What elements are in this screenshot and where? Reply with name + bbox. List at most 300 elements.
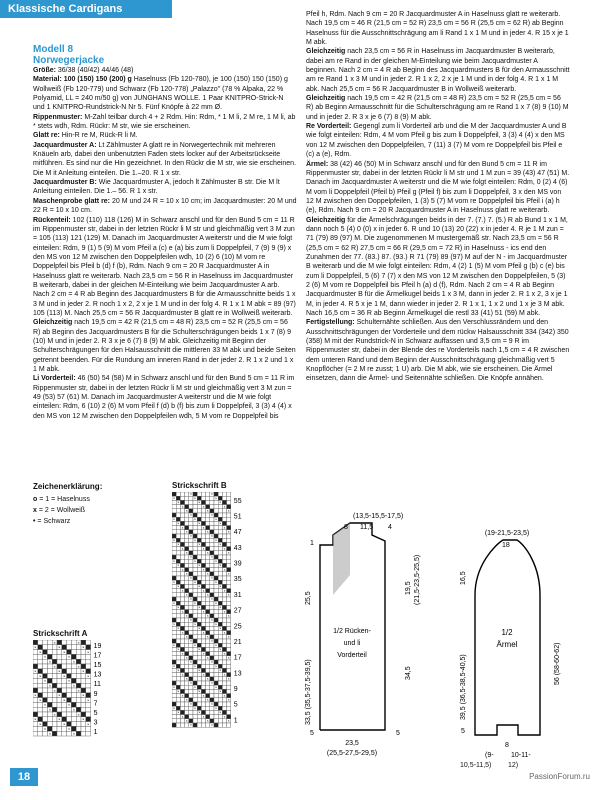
- chart-cell: [193, 689, 197, 693]
- chart-cell: [189, 631, 193, 635]
- chart-cell: [180, 719, 184, 723]
- chart-cell: [218, 652, 222, 656]
- paragraph-text: Schulternähte schließen. Aus den Verschlussrändern und den Ausschnittschrägungen der Vorderteile und dem rückw Halsausschnitt 334 (342) 350 (358) M mit der Rundstrick-N in Schwarz auffassen und 3,5 cm = 9 R im Rippenmuster str, dabei in der Blende des re Vorderteils nach 1,5 cm = 4 R zwischen dem unteren Rand und dem Beginn der Ausschnittschrägung gleichmäßig vert 5 Knopflöcher (= 2 M re zusst; 1 U) arb. Die M abk, wie sie erscheinen. Die Ärmel einsetzen, dann die Ärmel- und Seitennähte schließen. Die Knöpfe annähen.: [306, 319, 570, 383]
- chart-cell-mark: ×: [177, 500, 180, 505]
- chart-cell: [227, 723, 231, 727]
- chart-cell: [193, 668, 197, 672]
- chart-cell: [176, 526, 180, 530]
- chart-cell: [193, 652, 197, 656]
- chart-cell-mark: ×: [198, 626, 201, 631]
- chart-cell-mark: ×: [215, 706, 218, 711]
- chart-cell: [185, 521, 189, 525]
- chart-cell: [172, 500, 176, 504]
- chart-cell: [76, 726, 81, 731]
- chart-cell: [62, 693, 67, 698]
- paragraph-label: Re Vorderteil:: [306, 123, 352, 131]
- chart-cell: [189, 605, 193, 609]
- chart-cell-mark: ×: [223, 504, 226, 509]
- chart-cell: [218, 618, 222, 622]
- chart-cell-mark: ×: [210, 660, 213, 665]
- chart-cell: [227, 710, 231, 714]
- chart-cell: [86, 712, 91, 717]
- chart-cell: [227, 622, 231, 626]
- chart-cell-mark: ×: [173, 580, 176, 585]
- chart-cell: [180, 622, 184, 626]
- chart-cell: [47, 674, 52, 679]
- chart-cell: [214, 698, 218, 702]
- chart-cell: [227, 685, 231, 689]
- chart-cell: [201, 614, 205, 618]
- chart-cell: [176, 631, 180, 635]
- chart-cell: [33, 722, 38, 727]
- chart-cell: [206, 618, 210, 622]
- chart-cell: [214, 584, 218, 588]
- chart-cell-mark: ×: [219, 605, 222, 610]
- chart-cell: [47, 664, 52, 669]
- chart-cell: [185, 706, 189, 710]
- chart-cell: [180, 702, 184, 706]
- chart-row-label: 9: [93, 690, 98, 698]
- chart-cell: [227, 576, 231, 580]
- chart-cell: [52, 702, 57, 707]
- chart-cell: [206, 605, 210, 609]
- chart-cell: [176, 530, 180, 534]
- chart-cell: [172, 698, 176, 702]
- chart-cell: [201, 530, 205, 534]
- paragraph-label: Größe:: [33, 67, 56, 74]
- chart-cell: [214, 689, 218, 693]
- paragraph-text: Hin-R re M, Rück-R li M.: [59, 132, 138, 140]
- chart-cell: [33, 683, 38, 688]
- chart-cell: [62, 717, 67, 722]
- chart-cell: [67, 688, 72, 693]
- chart-cell: [227, 513, 231, 517]
- chart-cell: [197, 530, 201, 534]
- chart-cell-mark: ×: [173, 538, 176, 543]
- chart-cell-mark: ×: [181, 714, 184, 719]
- chart-cell-mark: ×: [202, 630, 205, 635]
- chart-cell: [197, 589, 201, 593]
- chart-cell: [197, 673, 201, 677]
- chart-cell: [197, 652, 201, 656]
- chart-cell-mark: ×: [77, 712, 80, 717]
- chart-cell: [62, 731, 67, 736]
- chart-cell-mark: ×: [43, 727, 47, 732]
- chart-cell: [210, 647, 214, 651]
- chart-cell: [189, 526, 193, 530]
- chart-cell: [172, 563, 176, 567]
- chart-cell: [227, 534, 231, 538]
- chart-cell: [52, 683, 57, 688]
- chart-cell: [176, 635, 180, 639]
- chart-cell: [33, 674, 38, 679]
- chart-cell: [172, 723, 176, 727]
- chart-cell: [218, 589, 222, 593]
- chart-cell: [185, 500, 189, 504]
- chart-cell: [172, 631, 176, 635]
- paragraph-label: Jacquardmuster B:: [33, 179, 97, 187]
- chart-cell: [86, 654, 91, 659]
- sleeve-bottom-1: 8: [505, 742, 509, 749]
- chart-row-label: 7: [93, 700, 98, 708]
- chart-row-label: 13: [233, 670, 242, 678]
- chart-cell: [214, 572, 218, 576]
- chart-cell-mark: ×: [206, 698, 209, 702]
- chart-cell: [185, 563, 189, 567]
- chart-cell: [180, 555, 184, 559]
- chart-cell: [189, 580, 193, 584]
- chart-cell: [62, 669, 67, 674]
- chart-cell-mark: ×: [194, 580, 197, 585]
- chart-cell: [218, 723, 222, 727]
- body-left-upper: 25,5: [305, 591, 312, 605]
- paragraph-text: 20 M und 24 R = 10 x 10 cm; im Jacquardmuster: 20 M und 22 R = 10 x 10 cm.: [33, 197, 297, 215]
- chart-cell-mark: ×: [198, 668, 201, 673]
- chart-cell: [210, 601, 214, 605]
- chart-cell: [197, 694, 201, 698]
- chart-cell-mark: ×: [227, 509, 230, 513]
- chart-cell: [218, 572, 222, 576]
- chart-cell: [214, 500, 218, 504]
- chart-cell: [43, 674, 48, 679]
- chart-cell-mark: ×: [215, 580, 218, 585]
- chart-cell: [210, 496, 214, 500]
- chart-cell-mark: ×: [202, 525, 205, 530]
- chart-cell-mark: ×: [227, 677, 230, 681]
- chart-cell: [172, 584, 176, 588]
- chart-cell: [206, 597, 210, 601]
- chart-cell: [172, 547, 176, 551]
- chart-cell: [71, 698, 76, 703]
- chart-cell: [210, 622, 214, 626]
- chart-cell: [52, 717, 57, 722]
- chart-cell: [201, 572, 205, 576]
- chart-cell: [62, 678, 67, 683]
- chart-cell-mark: ×: [198, 710, 201, 715]
- chart-cell: [180, 530, 184, 534]
- paragraph-label: Gleichzeitig: [306, 95, 346, 103]
- chart-cell: [185, 601, 189, 605]
- chart-cell-mark: ×: [63, 650, 66, 655]
- page-number: 18: [10, 768, 38, 786]
- chart-cell-mark: ×: [206, 572, 209, 576]
- chart-cell: [185, 580, 189, 584]
- chart-cell: [189, 521, 193, 525]
- chart-cell-mark: ×: [198, 647, 201, 652]
- chart-cell: [38, 683, 43, 688]
- chart-cell: [189, 589, 193, 593]
- paragraph-label: Gleichzeitig: [33, 319, 73, 327]
- chart-cell: [185, 496, 189, 500]
- chart-cell: [57, 722, 62, 727]
- legend-item-wollweiss: x = 2 = Wollweiß: [33, 507, 86, 514]
- chart-cell: [222, 555, 226, 559]
- chart-cell: [172, 521, 176, 525]
- chart-cell: [71, 645, 76, 650]
- chart-cell: [218, 694, 222, 698]
- chart-cell: [81, 683, 86, 688]
- chart-cell-mark: ×: [219, 500, 222, 505]
- chart-cell: [222, 513, 226, 517]
- chart-cell: [206, 538, 210, 542]
- model-number: Modell 8: [33, 44, 74, 55]
- chart-cell: [71, 674, 76, 679]
- chart-cell: [222, 496, 226, 500]
- chart-cell: [172, 530, 176, 534]
- chart-cell: [218, 635, 222, 639]
- paragraph-label: Jacquardmuster A:: [33, 141, 97, 149]
- chart-cell: [227, 681, 231, 685]
- chart-cell: [189, 500, 193, 504]
- chart-cell: [193, 677, 197, 681]
- chart-cell-mark: ×: [198, 605, 201, 610]
- chart-cell: [185, 513, 189, 517]
- chart-cell-mark: ×: [63, 698, 66, 703]
- chart-cell: [47, 726, 52, 731]
- body-bottom-left: 5: [310, 730, 314, 737]
- chart-cell: [206, 601, 210, 605]
- paragraph-text: nach 23,5 cm = 56 R in Haselnuss im Jacquardmuster B weiterarb, dabei am re Rand in der gleichen M-Einteilung wie beim Jacquardmuster A beginnen. Nach 2 cm = 4 R ab Beginn des Jacquardmusters B für den Armausschnitt am re Rand 1 x 3 M und in jeder 2. R 1 x 2, 2 x je 1 M und in der folg 4. R 1 x 1 M abk. Nach 25,5 cm = 56 R Jacquardmuster B in Wollweiß weiterarb.: [306, 48, 570, 93]
- chart-cell-mark: ×: [177, 710, 180, 715]
- chart-cell-mark: ×: [39, 722, 42, 727]
- chart-cell-mark: ×: [189, 513, 192, 518]
- chart-row-label: 11: [93, 681, 101, 689]
- chart-cell: [47, 678, 52, 683]
- chart-cell: [81, 659, 86, 664]
- chart-cell-mark: ×: [189, 702, 192, 707]
- chart-cell: [189, 505, 193, 509]
- chart-row-label: 47: [233, 529, 242, 537]
- chart-cell: [67, 712, 72, 717]
- chart-cell: [193, 610, 197, 614]
- chart-cell-mark: ×: [58, 669, 61, 674]
- chart-cell: [193, 593, 197, 597]
- chart-cell: [201, 702, 205, 706]
- chart-cell: [76, 674, 81, 679]
- chart-cell: [176, 698, 180, 702]
- chart-cell: [172, 656, 176, 660]
- chart-cell: [180, 534, 184, 538]
- chart-cell: [193, 715, 197, 719]
- chart-row-label: 5: [93, 710, 98, 717]
- chart-cell-mark: ×: [194, 538, 197, 543]
- chart-cell: [201, 656, 205, 660]
- chart-cell: [176, 513, 180, 517]
- chart-cell-mark: ×: [58, 645, 61, 650]
- chart-cell: [33, 650, 38, 655]
- chart-cell-mark: ×: [219, 710, 222, 715]
- paragraph: [33, 197, 297, 216]
- chart-cell: [176, 652, 180, 656]
- chart-cell-mark: ×: [223, 588, 226, 593]
- chart-cell: [227, 605, 231, 609]
- chart-cell: [67, 650, 72, 655]
- chart-cell: [172, 673, 176, 677]
- chart-cell: [67, 645, 72, 650]
- chart-cell: [214, 723, 218, 727]
- chart-cell: [185, 647, 189, 651]
- chart-cell: [206, 626, 210, 630]
- chart-cell: [86, 669, 91, 674]
- chart-cell: [193, 626, 197, 630]
- chart-cell-mark: ×: [177, 668, 180, 673]
- chart-cell: [210, 559, 214, 563]
- chart-cell: [57, 683, 62, 688]
- chart-cell: [206, 622, 210, 626]
- chart-cell: [206, 706, 210, 710]
- chart-cell: [218, 639, 222, 643]
- chart-cell: [227, 563, 231, 567]
- chart-cell: [176, 639, 180, 643]
- chart-cell: [176, 656, 180, 660]
- chart-cell: [227, 664, 231, 668]
- chart-cell: [206, 685, 210, 689]
- chart-cell: [185, 597, 189, 601]
- chart-cell: [197, 572, 201, 576]
- paragraph: [306, 94, 570, 122]
- chart-cell: [76, 693, 81, 698]
- chart-cell: [185, 517, 189, 521]
- chart-cell-mark: ×: [206, 635, 209, 639]
- chart-cell-mark: ×: [223, 609, 226, 614]
- chart-cell-mark: ×: [189, 618, 192, 623]
- chart-cell: [33, 640, 38, 645]
- chart-cell: [185, 643, 189, 647]
- chart-cell: [180, 551, 184, 555]
- chart-cell: [206, 723, 210, 727]
- chart-cell: [52, 726, 57, 731]
- chart-cell: [67, 722, 72, 727]
- chart-cell: [218, 597, 222, 601]
- chart-cell: [206, 647, 210, 651]
- chart-cell-mark: ×: [173, 706, 176, 711]
- chart-cell-mark: ×: [194, 559, 197, 564]
- chart-cell-mark: ×: [53, 664, 56, 669]
- chart-cell: [172, 542, 176, 546]
- chart-cell: [197, 547, 201, 551]
- chart-cell: [81, 654, 86, 659]
- chart-cell: [67, 717, 72, 722]
- sleeve-left-upper: 16,5: [460, 571, 467, 585]
- chart-cell: [201, 660, 205, 664]
- chart-cell-mark: ×: [63, 722, 66, 727]
- chart-cell: [43, 698, 48, 703]
- chart-cell-mark: ×: [194, 496, 197, 501]
- chart-cell: [176, 505, 180, 509]
- chart-cell-mark: ×: [67, 655, 71, 660]
- chart-cell-mark: ×: [206, 656, 209, 660]
- chart-cell: [222, 681, 226, 685]
- chart-cell: [214, 656, 218, 660]
- chart-cell: [206, 643, 210, 647]
- chart-cell: [210, 505, 214, 509]
- chart-cell: [210, 668, 214, 672]
- chart-a: [33, 640, 163, 760]
- body-left-lower: 33,5 (35,5-37,5-39,5): [305, 659, 312, 725]
- chart-cell-mark: ×: [198, 542, 201, 547]
- chart-cell: [197, 597, 201, 601]
- chart-cell: [222, 635, 226, 639]
- chart-cell-mark: ×: [194, 706, 197, 711]
- chart-b-title: Strickschrift B: [172, 481, 227, 490]
- chart-cell: [210, 580, 214, 584]
- chart-cell: [206, 702, 210, 706]
- chart-cell-mark: ×: [87, 650, 90, 655]
- chart-cell: [193, 584, 197, 588]
- chart-cell: [214, 542, 218, 546]
- chart-cell: [172, 719, 176, 723]
- chart-cell: [180, 492, 184, 496]
- chart-cell: [43, 722, 48, 727]
- chart-cell: [86, 678, 91, 683]
- chart-cell-mark: ×: [215, 643, 218, 648]
- chart-cell: [71, 702, 76, 707]
- chart-row-label: 1: [93, 729, 98, 737]
- chart-cell: [189, 715, 193, 719]
- chart-cell-mark: ×: [202, 609, 205, 614]
- chart-cell: [52, 654, 57, 659]
- chart-cell-mark: ×: [53, 640, 56, 645]
- chart-cell: [180, 664, 184, 668]
- chart-cell: [210, 542, 214, 546]
- chart-cell-mark: ×: [194, 601, 197, 606]
- chart-cell: [214, 551, 218, 555]
- chart-cell-mark: ×: [173, 685, 176, 690]
- paragraph-text: Lt Zählmuster A glatt re in Norwegertechnik mit mehreren Knäueln arb, dabei den unbenutzten Faden stets locker auf der Arbeitsrückseite mitführen. Es sind nur die Hin gezeichnet. In den Rückr die M str, wie sie erscheinen. Die M it Anleitung einteilen. Die 1.–20. R 1 x str.: [33, 141, 297, 177]
- chart-cell: [71, 722, 76, 727]
- chart-cell-mark: ×: [223, 693, 226, 698]
- chart-cell: [57, 702, 62, 707]
- chart-cell: [180, 580, 184, 584]
- chart-cell: [218, 715, 222, 719]
- chart-cell: [76, 717, 81, 722]
- chart-cell-mark: ×: [181, 609, 184, 614]
- chart-cell: [57, 698, 62, 703]
- chart-cell: [206, 660, 210, 664]
- chart-cell: [193, 631, 197, 635]
- chart-cell: [76, 683, 81, 688]
- chart-cell: [62, 664, 67, 669]
- body-top: (13,5-15,5-17,5): [353, 513, 404, 520]
- chart-row-label: 17: [233, 654, 242, 662]
- chart-cell: [86, 683, 91, 688]
- chart-cell: [81, 640, 86, 645]
- chart-cell: [193, 605, 197, 609]
- chart-cell: [172, 652, 176, 656]
- chart-cell: [201, 593, 205, 597]
- sleeve-schematic: [455, 525, 575, 765]
- chart-cell: [180, 601, 184, 605]
- chart-cell: [33, 726, 38, 731]
- chart-cell-mark: ×: [215, 622, 218, 627]
- chart-cell: [189, 622, 193, 626]
- chart-cell: [43, 669, 48, 674]
- sleeve-label-1: 1/2: [501, 628, 513, 637]
- chart-cell: [176, 589, 180, 593]
- chart-cell: [57, 678, 62, 683]
- chart-cell: [185, 622, 189, 626]
- sleeve-top: (19-21,5-23,5): [484, 530, 530, 537]
- chart-cell-mark: ×: [67, 727, 71, 732]
- chart-cell: [210, 589, 214, 593]
- chart-cell: [218, 677, 222, 681]
- chart-cell: [227, 668, 231, 672]
- chart-cell-mark: ×: [39, 674, 42, 679]
- chart-cell-mark: ×: [82, 669, 85, 674]
- chart-cell: [47, 688, 52, 693]
- chart-cell: [227, 542, 231, 546]
- chart-cell-mark: ×: [227, 698, 230, 702]
